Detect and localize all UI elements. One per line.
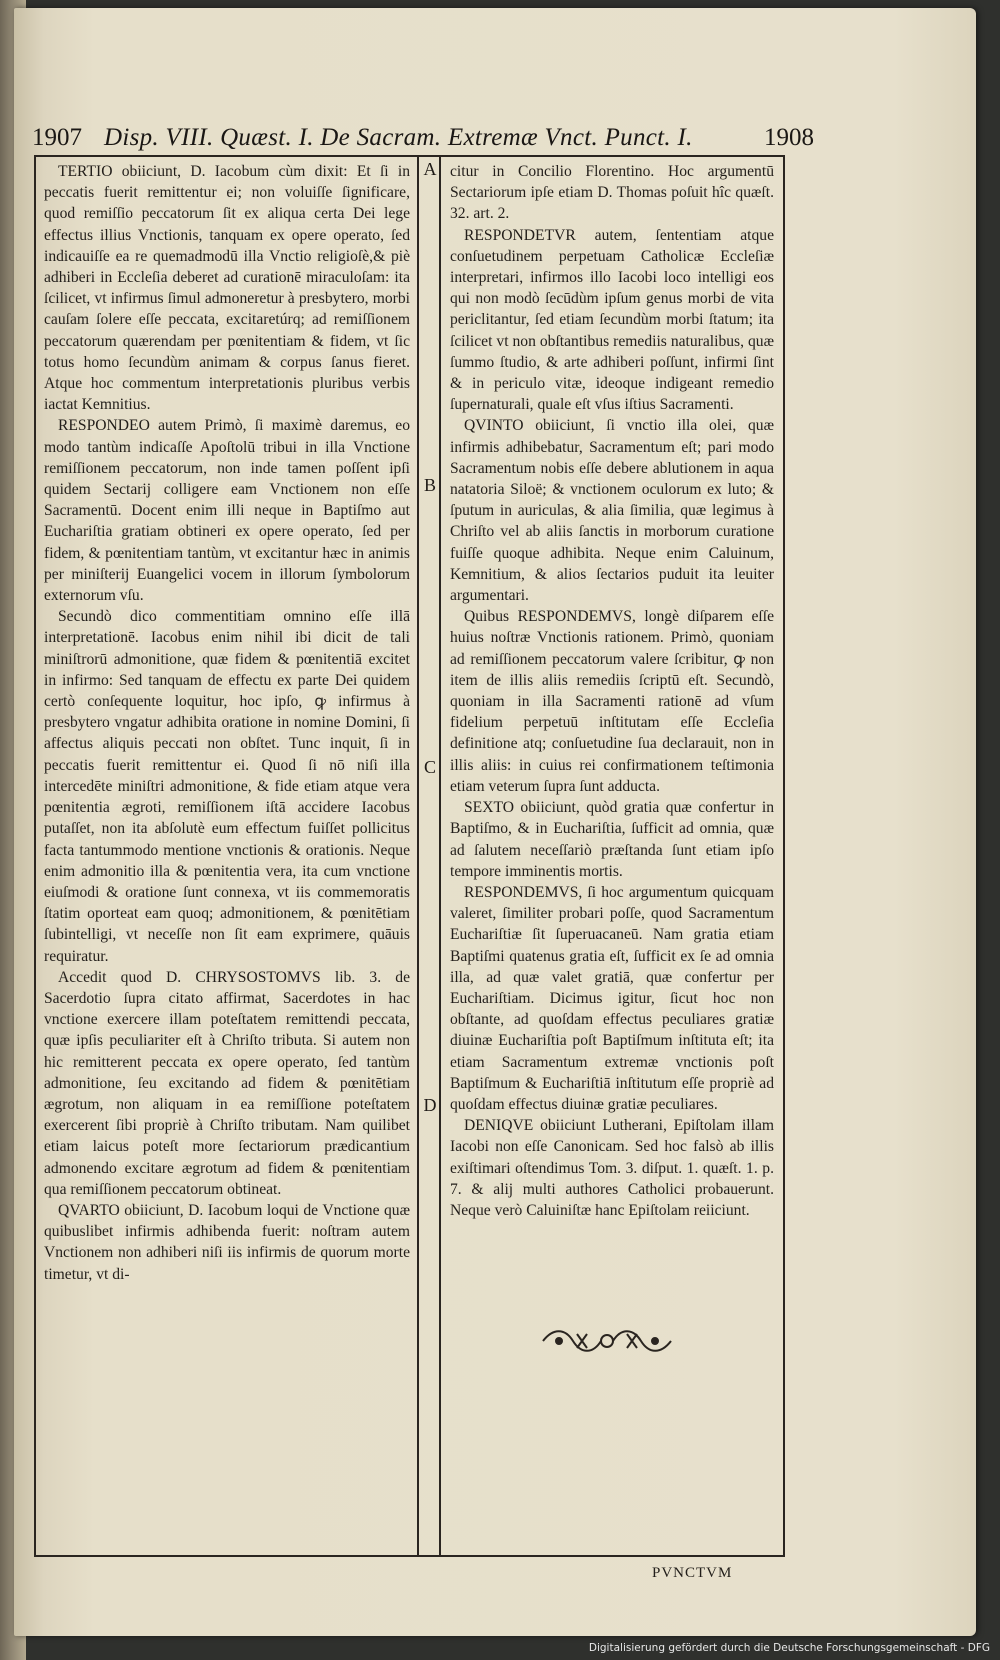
margin-marker-b: B <box>423 475 436 495</box>
digitization-footer: Digitalisierung gefördert durch die Deutsche Forschungsgemeinschaft - DFG <box>588 1642 990 1654</box>
paragraph-quinto: QVINTO obiiciunt, ſi vnctio illa olei, quæ infirmis adhibebatur, Sacramentum eſt; pari modo Sacramentum nobis eſſe debere ablutionem in aqua natatoria Siloë; & vnctionem oculorum ex luto; & ſputum in auriculas, & alia ſimilia, quæ legimus à Chriſto vel ab aliis ſanctis in morborum curatione fuiſſe quoque adhibita. Neque enim Caluinum, Kemnitium, & alios ſectarios puduit ita leuiter argumentari. <box>450 417 774 605</box>
paragraph-quarto: QVARTO obiiciunt, D. Iacobum loqui de Vnctione quæ quibuslibet infirmis adhibenda fuerit: noſtram autem Vnctionem non adhiberi niſi iis infirmis de quorum morte timetur, vt di- <box>44 1201 410 1283</box>
ornament-tailpiece <box>537 1324 677 1358</box>
right-column <box>450 161 774 1221</box>
paragraph-denique: DENIQVE obiiciunt Lutherani, Epiſtolam illam Iacobi non eſſe Canonicam. Sed hoc falsò ab illis exiſtimari oſtendimus Tom. 3. diſput. 1. quæſt. 1. p. 7. & alij multi authores Catholici probauerunt. Neque verò Caluiniſtæ hanc Epiſtolam reiiciunt. <box>450 1117 774 1219</box>
margin-marker-d: D <box>423 1095 437 1115</box>
paragraph-tertio: TERTIO obiiciunt, D. Iacobum cùm dixit: Et ſi in peccatis fuerit remittentur ei; non voluiſſe ſignificare, quod remiſſio peccatorum ſit ex aliqua certa Dei lege effectus illius Vnctionis, tanquam ex opere operato, ſed indicauiſſe ea re quemadmodū illa Vnctio religioſè,& piè adhiberi in Eccleſia deberet ad curationē miraculoſam: ita ſcilicet, vt infirmus ſimul admoneretur à presbytero, morbi cauſam ſolere eſſe peccata, excitaretúrq; ad remiſſionem peccatorum quærendam per pœnitentiam & fidem, vt ſic totus homo ſecundùm animam & corpus ſanus fieret. Atque hoc commentum interpretationis pluribus verbis iactat Kemnitius. <box>44 163 410 414</box>
margin-marker-a: A <box>423 159 437 179</box>
running-title: Disp. VIII. Quæst. I. De Sacram. Extremæ Vnct. Punct. I. <box>104 124 693 151</box>
left-column <box>44 161 410 1285</box>
page-number-right: 1908 <box>764 124 814 151</box>
column-rule-right <box>439 157 441 1555</box>
paragraph-quibus: Quibus RESPONDEMVS, longè diſparem eſſe huius noſtræ Vnctionis rationem. Primò, quoniam ad remiſſionem peccatorum valere ſcribitur, ꝙ non item de illis aliis remediis ſcriptū eſt. Secundò, quoniam in illa Sacramenti rationē ad vſum fidelium perpetuū inſtitutam eſſe Eccleſia definitione atq; conſuetudine ſua declarauit, non in illis aliis: in cuius rei confirmationem teſtimonia etiam veterum ſupra ſunt adducta. <box>450 608 774 795</box>
paragraph-respondeo: RESPONDEO autem Primò, ſi maximè daremus, eo modo tantùm indicaſſe Apoſtolū tribui in illa Vnctione remiſſionem peccatorum, non inde tamen poſſent ipſi quidem Sectarij colligere eam Vnctionem non eſſe Sacramentū. Docent enim illi neque in Baptiſmo aut Euchariſtia gratiam obtineri ex opere operato, ſed per fidem, & pœnitentiam tantùm, vt excitantur hæc in animis per miniſterij Euangelici vocem in illorum ſymbolorum externorum vſu. <box>44 417 410 605</box>
paragraph-sexto: SEXTO obiiciunt, quòd gratia quæ confertur in Baptiſmo, & in Euchariſtia, ſufficit ad omnia, quæ ad ſalutem neceſſariò præſtanda ſunt etiam ipſo tempore imminentis mortis. <box>450 799 774 880</box>
margin-marker-c: C <box>423 757 436 777</box>
paragraph-secundo: Secundò dico commentitiam omnino eſſe illā interpretationē. Iacobus enim nihil ibi dicit de tali miniſtrorū admonitione, quæ fidem & pœnitentiā excitet in infirmo: Sed tanquam de effectu ex parte Dei quidem certò conſequente loquitur, hoc ipſo, ꝙ infirmus à presbytero vngatur adhibita oratione in nomine Domini, ſi affectus aliquis peccati non obſtet. Tunc inquit, ſi in peccatis fuerit remittentur ei. Quod ſi nō niſi illa intercedēte miniſtri admonitione, & fide etiam atque vera pœnitentia ægroti, remiſſionem iſtā accidere Iacobus putaſſet, non ita abſolutè eum effectum fuiſſet pollicitus facta tantummodo mentione vnctionis & orationis. Neque enim admonitio illa & pœnitentia vera, ita cum vnctione eiuſmodi & oratione ſunt connexa, vt iis commemoratis ſtatim oporteat eam quoq; admonitionem, & pœnitētiam ſubintelligi, vt neceſſe non ſit eam exprimere, quāuis requiratur. <box>44 608 410 965</box>
page-number-left: 1907 <box>32 124 82 151</box>
catchword: PVNCTVM <box>652 1565 733 1581</box>
running-header <box>32 120 814 160</box>
paragraph-accedit: Accedit quod D. CHRYSOSTOMVS lib. 3. de Sacerdotio ſupra citato affirmat, Sacerdotes in hac vnctione exercere illam poteſtatem remittendi peccata, quæ ipſis peculiariter eſt à Chriſto tributa. Si autem non hic remitterent peccata ex opere operato, ſed tantùm admonitione, ſeu excitando ad fidem & pœnitētiam ægrotum, non aliquam in ea remiſſione poteſtatem exercerent ſibi propriè à Chriſto tributam. Nam quilibet etiam laicus poteſt more ſectariorum prædicantium admonendo excitare ægrotum ad fidem & pœnitentiam qua remiſſionem peccatorum obtineat. <box>44 968 410 1198</box>
column-rule-left <box>417 157 419 1555</box>
paragraph-respondemus: RESPONDEMVS, ſi hoc argumentum quicquam valeret, ſimiliter probari poſſe, quod Sacramentum Euchariſtiæ ſit ſuperuacaneū. Nam gratia etiam Baptiſmi quatenus gratia eſt, ſufficit ex ſe ad omnia illa, ad quæ valet gratiā, quæ confertur per Euchariſtiam. Dicimus igitur, ſicut hoc non obſtante, ad quoſdam effectus peculiares gratiæ diuinæ Euchariſtia poſt Baptiſmum inſtituta eſt; ita etiam Sacramentum extremæ vnctionis poſt Baptiſmum & Euchariſtiā inſtitutum eſſe propriè ad quoſdam effectus diuinæ gratiæ peculiares. <box>450 883 774 1113</box>
paragraph-concilio: citur in Concilio Florentino. Hoc argumentū Sectariorum ipſe etiam D. Thomas poſuit hîc quæſt. 32. art. 2. <box>450 163 774 223</box>
paragraph-respondetur: RESPONDETVR autem, ſententiam atque conſuetudinem perpetuam Catholicæ Eccleſiæ interpretari, infirmos illo Iacobi loco intelligi eos qui non modò ſecūdùm ipſum genus morbi de vita periclitantur, ſed etiam ſecundùm morbi ſtatum; ita ſcilicet vt non obſtantibus remediis naturalibus, quæ ſummo ſtudio, & arte adhiberi poſſunt, infirmi ſint & in periculo vitæ, ideoque indigeant remedio ſupernaturali, quale eſt vſus iſtius Sacramenti. <box>450 226 774 414</box>
